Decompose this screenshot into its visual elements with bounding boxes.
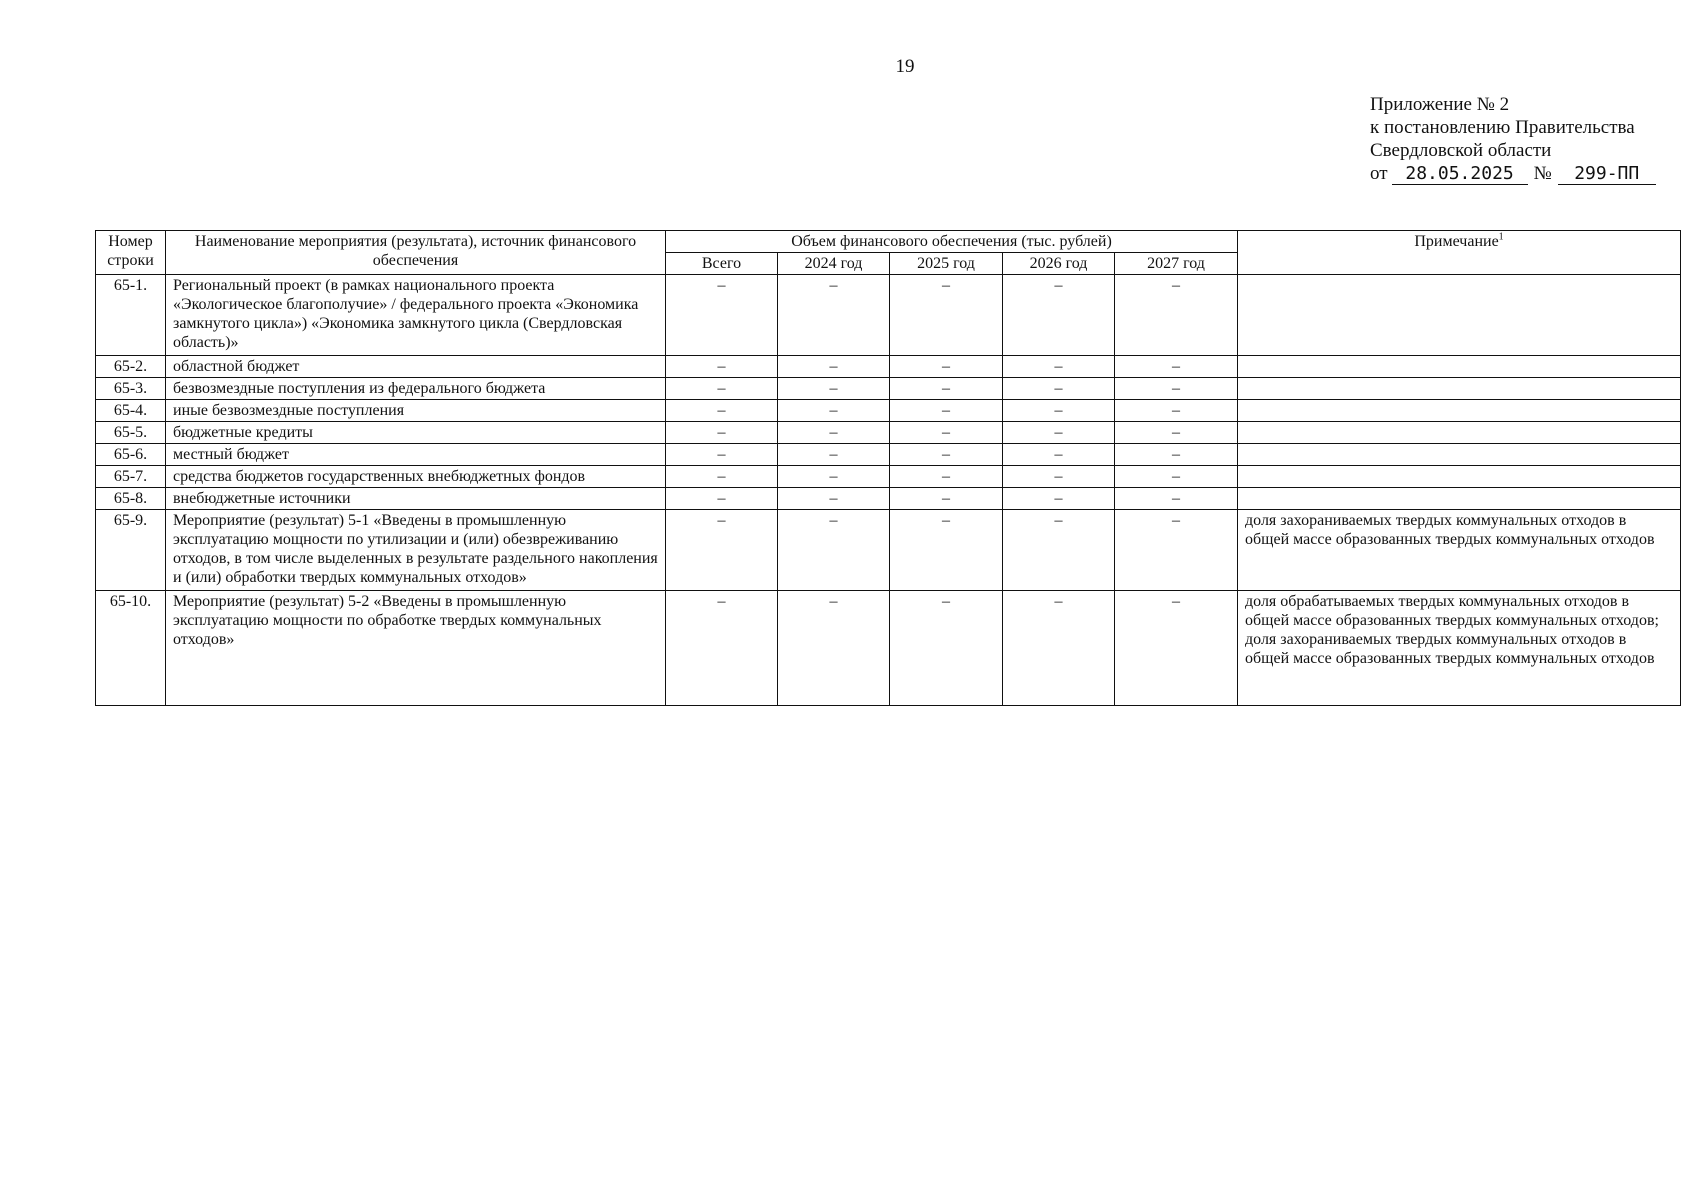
row-2026: –: [1003, 422, 1115, 444]
row-2026: –: [1003, 356, 1115, 378]
row-name: Региональный проект (в рамках национального проекта «Экологическое благополучие» / федерального проекта «Экономика замкнутого цикла») «Экономика замкнутого цикла (Свердловская область)»: [166, 275, 666, 356]
row-note: [1238, 466, 1681, 488]
page-number: 19: [895, 56, 915, 77]
row-2026: –: [1003, 510, 1115, 591]
row-number: 65-9.: [96, 510, 166, 591]
row-name: местный бюджет: [166, 444, 666, 466]
row-2026: –: [1003, 275, 1115, 356]
row-2025: –: [890, 275, 1003, 356]
row-total: –: [666, 378, 778, 400]
row-2024: –: [778, 466, 890, 488]
row-number: 65-6.: [96, 444, 166, 466]
row-2024: –: [778, 275, 890, 356]
header-2024: 2024 год: [778, 253, 890, 275]
table-row: [96, 444, 1681, 466]
row-total: –: [666, 422, 778, 444]
row-note: [1238, 356, 1681, 378]
row-2026: –: [1003, 378, 1115, 400]
resolution-date: 28.05.2025: [1392, 164, 1528, 185]
table-header-row: [96, 231, 1681, 253]
row-2026: –: [1003, 466, 1115, 488]
row-2025: –: [890, 378, 1003, 400]
row-number: 65-2.: [96, 356, 166, 378]
row-total: –: [666, 591, 778, 706]
row-2026: –: [1003, 591, 1115, 706]
header-note-label: Примечание: [1414, 233, 1499, 250]
row-2025: –: [890, 400, 1003, 422]
row-2024: –: [778, 591, 890, 706]
row-2027: –: [1115, 275, 1238, 356]
row-number: 65-5.: [96, 422, 166, 444]
table-row: [96, 356, 1681, 378]
row-note: [1238, 488, 1681, 510]
row-name: областной бюджет: [166, 356, 666, 378]
header-2026: 2026 год: [1003, 253, 1115, 275]
row-2027: –: [1115, 466, 1238, 488]
financing-table: [95, 230, 1681, 706]
table-row: [96, 466, 1681, 488]
row-2024: –: [778, 356, 890, 378]
row-2027: –: [1115, 378, 1238, 400]
number-label: №: [1533, 163, 1552, 184]
row-name: Мероприятие (результат) 5-2 «Введены в промышленную эксплуатацию мощности по обработке твердых коммунальных отходов»: [166, 591, 666, 706]
header-volume: Объем финансового обеспечения (тыс. рублей): [666, 231, 1238, 253]
row-2024: –: [778, 400, 890, 422]
row-name: Мероприятие (результат) 5-1 «Введены в промышленную эксплуатацию мощности по утилизации и (или) обезвреживанию отходов, в том числе выделенных в результате раздельного накопления и (или) обработки твердых коммунальных отходов»: [166, 510, 666, 591]
appendix-title: Приложение № 2: [1370, 94, 1510, 115]
header-total: Всего: [666, 253, 778, 275]
table-row: [96, 400, 1681, 422]
row-2025: –: [890, 422, 1003, 444]
from-label: от: [1370, 163, 1388, 184]
row-note: [1238, 591, 1681, 706]
table-row: [96, 378, 1681, 400]
row-number: 65-1.: [96, 275, 166, 356]
row-note-line: доля захораниваемых твердых коммунальных отходов в общей массе образованных твердых коммунальных отходов: [1245, 631, 1655, 667]
row-note: [1238, 275, 1681, 356]
row-number: 65-3.: [96, 378, 166, 400]
row-name: иные безвозмездные поступления: [166, 400, 666, 422]
row-2026: –: [1003, 400, 1115, 422]
header-2025: 2025 год: [890, 253, 1003, 275]
row-name: безвозмездные поступления из федерального бюджета: [166, 378, 666, 400]
row-note: [1238, 444, 1681, 466]
row-name: средства бюджетов государственных внебюджетных фондов: [166, 466, 666, 488]
appendix-region-line: Свердловской области: [1370, 140, 1552, 161]
header-name: Наименование мероприятия (результата), источник финансового обеспечения: [166, 231, 666, 275]
row-2025: –: [890, 510, 1003, 591]
row-number: 65-10.: [96, 591, 166, 706]
appendix-block: [1370, 93, 1656, 185]
row-total: –: [666, 400, 778, 422]
row-2026: –: [1003, 488, 1115, 510]
row-name: бюджетные кредиты: [166, 422, 666, 444]
row-note: [1238, 378, 1681, 400]
row-number: 65-4.: [96, 400, 166, 422]
row-2027: –: [1115, 510, 1238, 591]
row-total: –: [666, 275, 778, 356]
row-2026: –: [1003, 444, 1115, 466]
row-2027: –: [1115, 422, 1238, 444]
appendix-resolution-line: к постановлению Правительства: [1370, 117, 1635, 138]
row-2025: –: [890, 444, 1003, 466]
row-2027: –: [1115, 400, 1238, 422]
header-note-footnote: 1: [1498, 231, 1504, 243]
resolution-number: 299-ПП: [1558, 164, 1656, 185]
row-note: [1238, 400, 1681, 422]
row-2027: –: [1115, 591, 1238, 706]
row-total: –: [666, 444, 778, 466]
table-row: [96, 488, 1681, 510]
row-2027: –: [1115, 488, 1238, 510]
row-2027: –: [1115, 356, 1238, 378]
row-2024: –: [778, 444, 890, 466]
row-total: –: [666, 510, 778, 591]
appendix-date-line: [1370, 162, 1656, 185]
row-2025: –: [890, 591, 1003, 706]
table-row: [96, 510, 1681, 591]
row-2025: –: [890, 466, 1003, 488]
row-note: [1238, 422, 1681, 444]
header-row-number: Номер строки: [96, 231, 166, 275]
row-note-line: доля обрабатываемых твердых коммунальных отходов в общей массе образованных твердых коммунальных отходов;: [1245, 593, 1659, 629]
row-2025: –: [890, 488, 1003, 510]
row-2024: –: [778, 510, 890, 591]
row-2027: –: [1115, 444, 1238, 466]
row-2024: –: [778, 378, 890, 400]
header-2027: 2027 год: [1115, 253, 1238, 275]
row-number: 65-7.: [96, 466, 166, 488]
table-row: [96, 591, 1681, 706]
row-2024: –: [778, 422, 890, 444]
table-row: [96, 422, 1681, 444]
row-total: –: [666, 356, 778, 378]
row-2024: –: [778, 488, 890, 510]
row-note: доля захораниваемых твердых коммунальных отходов в общей массе образованных твердых коммунальных отходов: [1238, 510, 1681, 591]
row-number: 65-8.: [96, 488, 166, 510]
row-name: внебюджетные источники: [166, 488, 666, 510]
row-total: –: [666, 466, 778, 488]
row-2025: –: [890, 356, 1003, 378]
table-row: [96, 275, 1681, 356]
row-total: –: [666, 488, 778, 510]
header-note: [1238, 231, 1681, 275]
